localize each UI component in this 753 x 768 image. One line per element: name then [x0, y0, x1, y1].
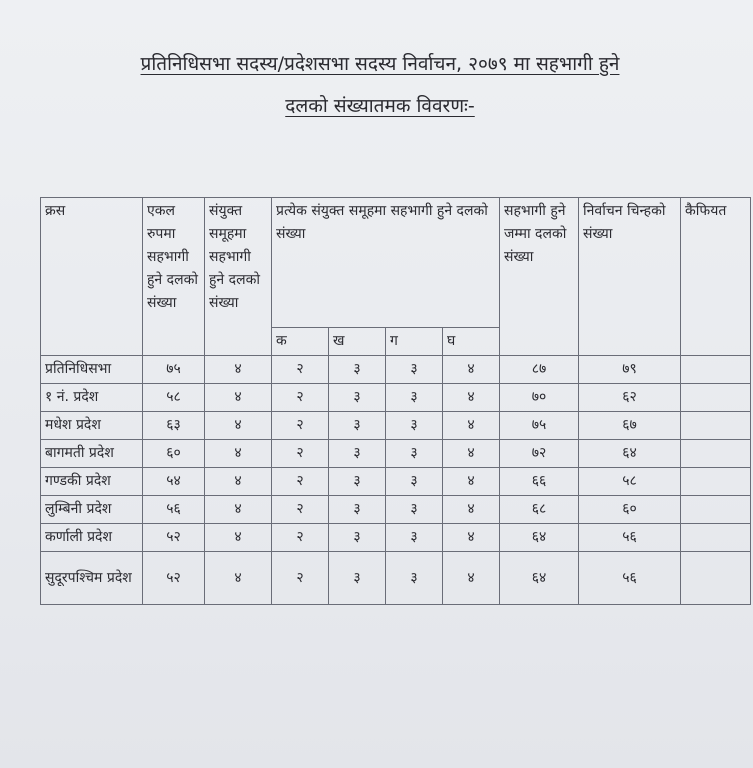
table-row [41, 356, 751, 384]
header-each-joint: प्रत्येक संयुक्त समूहमा सहभागी हुने दलको संख्या [272, 198, 500, 328]
row-name: सुदूरपश्चिम प्रदेश [41, 552, 143, 605]
group-ga-count: ३ [386, 440, 443, 468]
group-kha-count: ३ [329, 468, 386, 496]
table-row [41, 440, 751, 468]
document-subtitle: दलको संख्यातमक विवरणः- [285, 95, 475, 117]
table-row [41, 496, 751, 524]
total-count: ६८ [500, 496, 579, 524]
joint-count: ४ [205, 524, 272, 552]
remark-cell [681, 496, 751, 524]
joint-count: ४ [205, 468, 272, 496]
joint-count: ४ [205, 496, 272, 524]
single-count: ५२ [143, 552, 205, 605]
total-count: ७५ [500, 412, 579, 440]
group-ka-count: २ [272, 412, 329, 440]
table-row [41, 412, 751, 440]
total-count: ६६ [500, 468, 579, 496]
group-kha-count: ३ [329, 552, 386, 605]
remark-cell [681, 552, 751, 605]
single-count: ६३ [143, 412, 205, 440]
group-ka-count: २ [272, 496, 329, 524]
header-group-ka: क [272, 328, 329, 356]
header-symbol: निर्वाचन चिन्हको संख्या [579, 198, 681, 356]
remark-cell [681, 468, 751, 496]
remark-cell [681, 384, 751, 412]
symbol-count: ५६ [579, 524, 681, 552]
total-count: ६४ [500, 524, 579, 552]
group-kha-count: ३ [329, 524, 386, 552]
symbol-count: ५८ [579, 468, 681, 496]
single-count: ५२ [143, 524, 205, 552]
header-group-gha: घ [443, 328, 500, 356]
group-ga-count: ३ [386, 524, 443, 552]
row-name: कर्णाली प्रदेश [41, 524, 143, 552]
group-ka-count: २ [272, 440, 329, 468]
symbol-count: ६० [579, 496, 681, 524]
table-row [41, 468, 751, 496]
group-kha-count: ३ [329, 440, 386, 468]
single-count: ५८ [143, 384, 205, 412]
group-gha-count: ४ [443, 496, 500, 524]
joint-count: ४ [205, 412, 272, 440]
table-row [41, 552, 751, 605]
group-ga-count: ३ [386, 356, 443, 384]
group-kha-count: ३ [329, 356, 386, 384]
header-remarks: कैफियत [681, 198, 751, 356]
joint-count: ४ [205, 552, 272, 605]
single-count: ६० [143, 440, 205, 468]
single-count: ७५ [143, 356, 205, 384]
group-kha-count: ३ [329, 496, 386, 524]
joint-count: ४ [205, 384, 272, 412]
group-gha-count: ४ [443, 468, 500, 496]
total-count: ७० [500, 384, 579, 412]
group-ga-count: ३ [386, 552, 443, 605]
symbol-count: ६२ [579, 384, 681, 412]
header-group-ga: ग [386, 328, 443, 356]
group-gha-count: ४ [443, 524, 500, 552]
group-ka-count: २ [272, 524, 329, 552]
header-total: सहभागी हुने जम्मा दलको संख्या [500, 198, 579, 356]
total-count: ६४ [500, 552, 579, 605]
group-kha-count: ३ [329, 412, 386, 440]
table-body [41, 356, 751, 605]
header-sn: क्रस [41, 198, 143, 356]
document-title: प्रतिनिधिसभा सदस्य/प्रदेशसभा सदस्य निर्वाचन, २०७९ मा सहभागी हुने [140, 53, 620, 75]
party-count-table [40, 197, 751, 605]
group-ka-count: २ [272, 468, 329, 496]
symbol-count: ६४ [579, 440, 681, 468]
row-name: गण्डकी प्रदेश [41, 468, 143, 496]
row-name: लुम्बिनी प्रदेश [41, 496, 143, 524]
joint-count: ४ [205, 356, 272, 384]
group-ga-count: ३ [386, 468, 443, 496]
row-name: १ नं. प्रदेश [41, 384, 143, 412]
group-gha-count: ४ [443, 384, 500, 412]
group-ka-count: २ [272, 384, 329, 412]
group-gha-count: ४ [443, 440, 500, 468]
total-count: ८७ [500, 356, 579, 384]
single-count: ५४ [143, 468, 205, 496]
single-count: ५६ [143, 496, 205, 524]
total-count: ७२ [500, 440, 579, 468]
table-row [41, 524, 751, 552]
remark-cell [681, 440, 751, 468]
header-single: एकल रुपमा सहभागी हुने दलको संख्या [143, 198, 205, 356]
row-name: मधेश प्रदेश [41, 412, 143, 440]
row-name: प्रतिनिधिसभा [41, 356, 143, 384]
group-ga-count: ३ [386, 384, 443, 412]
remark-cell [681, 412, 751, 440]
group-kha-count: ३ [329, 384, 386, 412]
group-gha-count: ४ [443, 356, 500, 384]
symbol-count: ५६ [579, 552, 681, 605]
table-row [41, 384, 751, 412]
group-ga-count: ३ [386, 412, 443, 440]
group-ka-count: २ [272, 552, 329, 605]
group-ga-count: ३ [386, 496, 443, 524]
header-joint: संयुक्त समूहमा सहभागी हुने दलको संख्या [205, 198, 272, 356]
remark-cell [681, 356, 751, 384]
joint-count: ४ [205, 440, 272, 468]
symbol-count: ७९ [579, 356, 681, 384]
group-ka-count: २ [272, 356, 329, 384]
symbol-count: ६७ [579, 412, 681, 440]
row-name: बागमती प्रदेश [41, 440, 143, 468]
remark-cell [681, 524, 751, 552]
group-gha-count: ४ [443, 412, 500, 440]
header-group-kha: ख [329, 328, 386, 356]
group-gha-count: ४ [443, 552, 500, 605]
